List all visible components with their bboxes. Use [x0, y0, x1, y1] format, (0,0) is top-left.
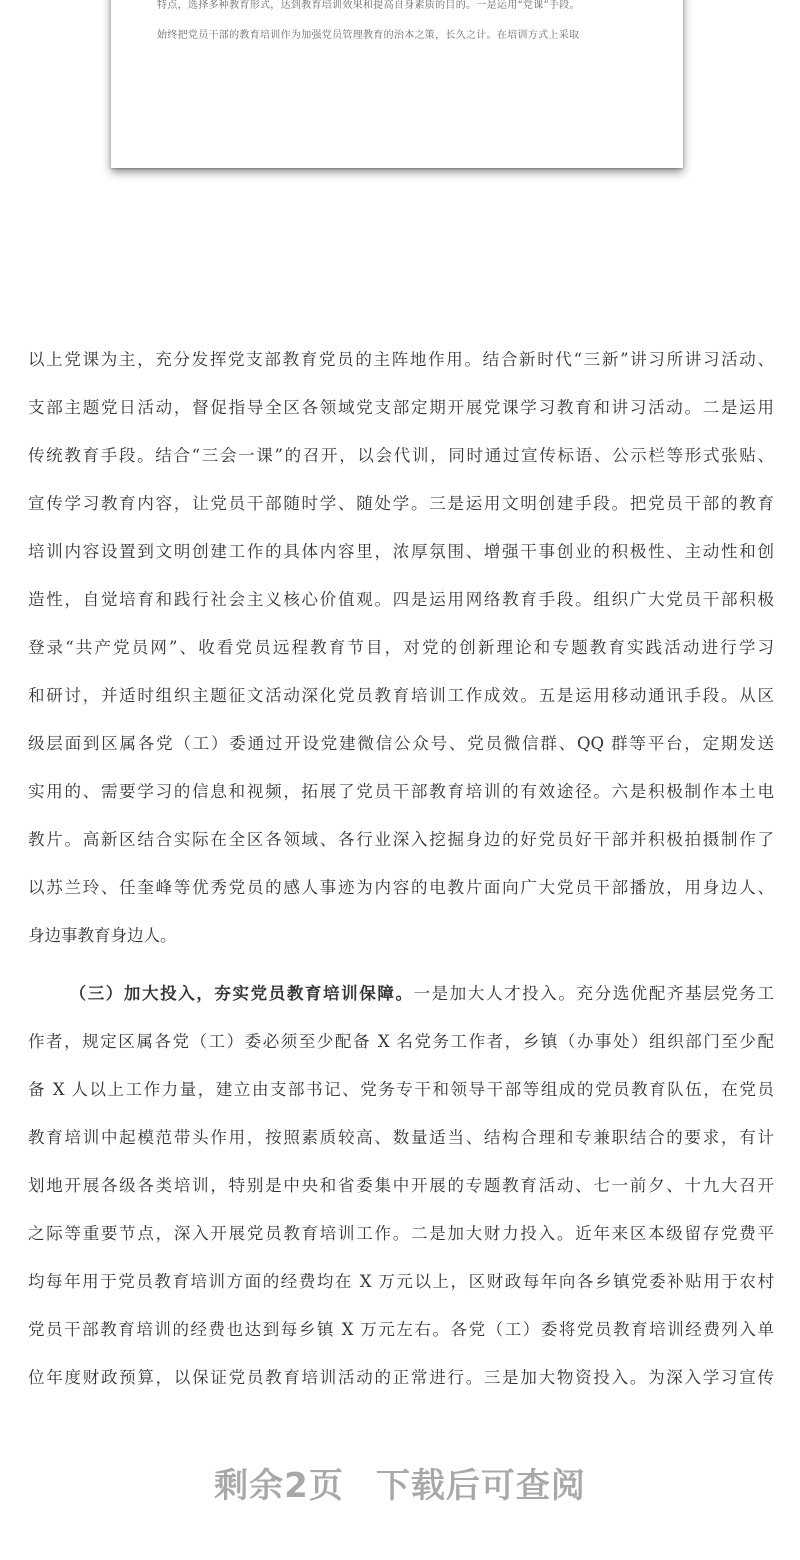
paragraph-line: 均每年用于党员教育培训方面的经费均在 X 万元以上，区财政每年向各乡镇党委补贴用于农村 — [28, 1272, 774, 1291]
document-preview-card — [111, 0, 683, 168]
paragraph-line: 培训内容设置到文明创建工作的具体内容里，浓厚氛围、增强干事创业的积极性、主动性和创 — [28, 542, 774, 561]
section-heading: （三）加大投入，夯实党员教育培训保障。 — [68, 984, 414, 1003]
paragraph-line: 作者，规定区属各党（工）委必须至少配备 X 名党务工作者，乡镇（办事处）组织部门至少配 — [28, 1032, 774, 1051]
paragraph-line: 宣传学习教育内容，让党员干部随时学、随处学。三是运用文明创建手段。把党员干部的教育 — [28, 494, 774, 513]
paragraph-line: 实用的、需要学习的信息和视频，拓展了党员干部教育培训的有效途径。六是积极制作本土电 — [28, 782, 774, 801]
paragraph-line: 以上党课为主，充分发挥党支部教育党员的主阵地作用。结合新时代“三新”讲习所讲习活动、 — [28, 350, 774, 369]
paragraph-line: 和研讨，并适时组织主题征文活动深化党员教育培训工作成效。五是运用移动通讯手段。从区 — [28, 686, 774, 705]
paragraph-line: 党员干部教育培训的经费也达到每乡镇 X 万元左右。各党（工）委将党员教育培训经费列入单 — [28, 1320, 774, 1339]
paragraph-line: 级层面到区属各党（工）委通过开设党建微信公众号、党员微信群、QQ 群等平台，定期发送 — [28, 734, 774, 753]
paragraph-text: 一是加大人才投入。充分选优配齐基层党务工 — [413, 984, 775, 1003]
paragraph-line: 以苏兰玲、任奎峰等优秀党员的感人事迹为内容的电教片面向广大党员干部播放，用身边人、 — [28, 878, 774, 897]
paragraph-line: 备 X 人以上工作力量，建立由支部书记、党务专干和领导干部等组成的党员教育队伍，在党员 — [28, 1080, 774, 1099]
paragraph-line: 教片。高新区结合实际在全区各领域、各行业深入挖掘身边的好党员好干部并积极拍摄制作了 — [28, 830, 774, 849]
paragraph-line: 支部主题党日活动，督促指导全区各领域党支部定期开展党课学习教育和讲习活动。二是运用 — [28, 398, 774, 417]
paragraph-line: 划地开展各级各类培训，特别是中央和省委集中开展的专题教育活动、七一前夕、十九大召开 — [28, 1176, 774, 1195]
preview-text-line: 始终把党员干部的教育培训作为加强党员管理教育的治本之策，长久之计。在培训方式上采取 — [157, 30, 580, 41]
paragraph-line: 登录“共产党员网”、收看党员远程教育节目，对党的创新理论和专题教育实践活动进行学习 — [28, 638, 774, 657]
download-prompt[interactable] — [0, 1458, 800, 1507]
document-body — [28, 336, 774, 1402]
paragraph-line: 之际等重要节点，深入开展党员教育培训工作。二是加大财力投入。近年来区本级留存党费平 — [28, 1224, 774, 1243]
paragraph-line: 教育培训中起模范带头作用，按照素质较高、数量适当、结构合理和专兼职结合的要求，有计 — [28, 1128, 774, 1147]
preview-text-line: 特点，选择多种教育形式，达到教育培训效果和提高自身素质的目的。一是运用“党课”手段。 — [157, 0, 580, 11]
paragraph-line: 传统教育手段。结合“三会一课”的召开，以会代训，同时通过宣传标语、公示栏等形式张贴、 — [28, 446, 774, 465]
paragraph-line: 造性，自觉培育和践行社会主义核心价值观。四是运用网络教育手段。组织广大党员干部积极 — [28, 590, 774, 609]
download-to-view-label: 下载后可查阅 — [375, 1466, 586, 1506]
paragraph-line: 位年度财政预算，以保证党员教育培训活动的正常进行。三是加大物资投入。为深入学习宣传 — [28, 1368, 774, 1387]
section-heading-line — [28, 970, 774, 1018]
paragraph-line: 身边事教育身边人。 — [28, 926, 177, 945]
remaining-pages-label: 剩余2页 — [214, 1466, 344, 1506]
